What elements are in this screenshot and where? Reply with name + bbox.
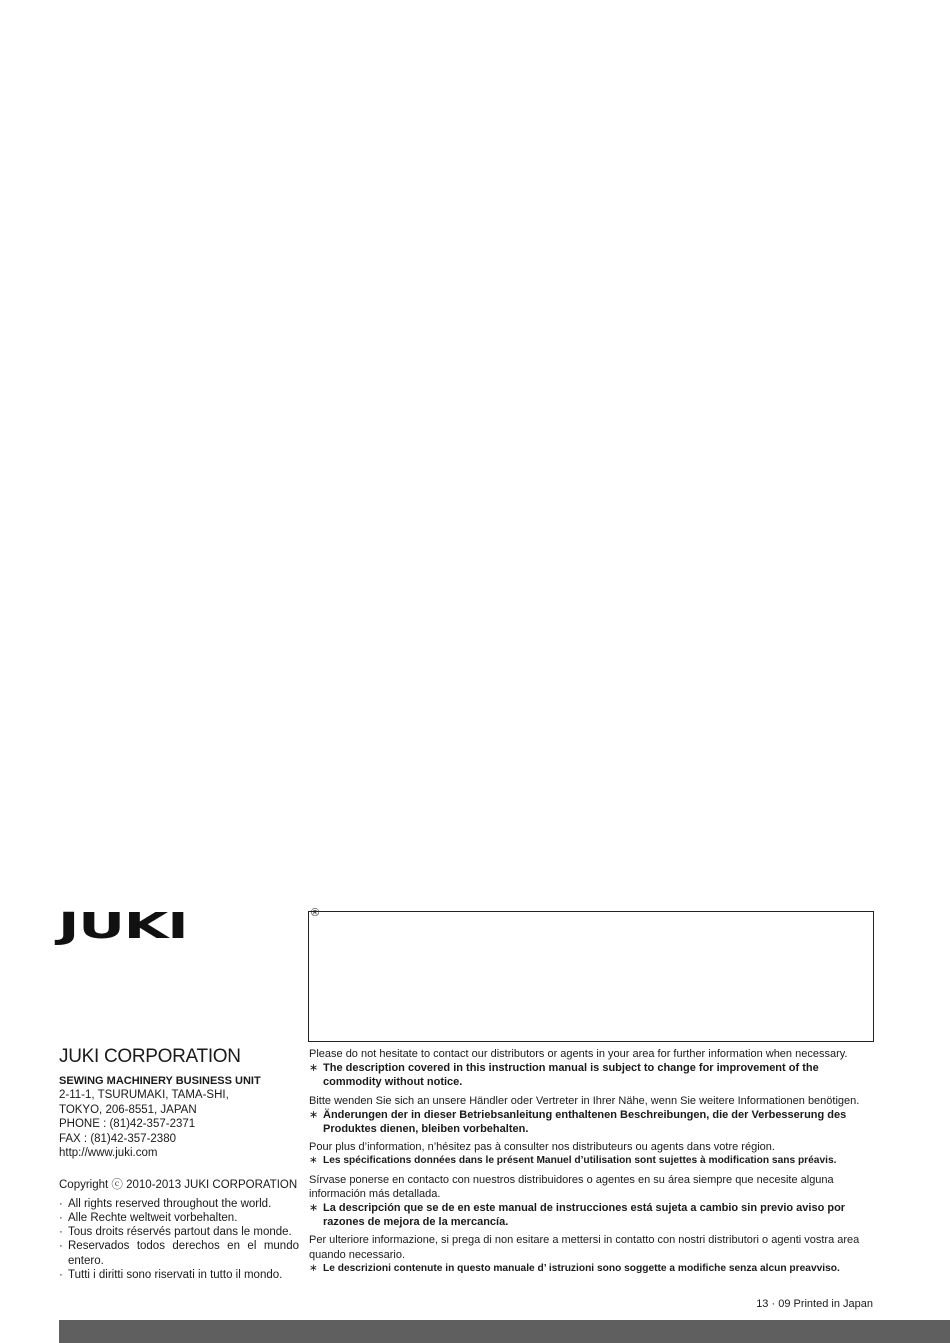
phone: PHONE : (81)42-357-2371	[59, 1118, 196, 1131]
rights-item-en: · All rights reserved throughout the world.	[59, 1197, 299, 1211]
print-info: 13 · 09 Printed in Japan	[756, 1298, 873, 1310]
logo-wordmark: JUKI	[58, 905, 188, 947]
address-line-2: TOKYO, 206-8551, JAPAN	[59, 1103, 197, 1116]
rights-item-it: · Tutti i diritti sono riservati in tutto il mondo.	[59, 1268, 299, 1282]
notice-en-note: ∗ The description covered in this instruction manual is subject to change for improvement of the commodity without notice.	[309, 1062, 819, 1089]
notice-de-contact: Bitte wenden Sie sich an unsere Händler oder Vertreter in Ihrer Nähe, wenn Sie weitere Informationen benötigen.	[309, 1094, 860, 1107]
notice-es-note: ∗ La descripción que se de en este manual de instrucciones está sujeta a cambio sin previo aviso por razones de mejora de la mercancía.	[309, 1202, 846, 1229]
notice-it-contact: Per ulteriore informazione, si prega di non esitare a mettersi in contatto con nostri distributori o agenti vostra area quando necessario.	[309, 1234, 860, 1261]
notice-de-note: ∗ Änderungen der in dieser Betriebsanleitung enthaltenen Beschreibungen, die der Verbesserung des Produktes dienen, bleiben vorbehalten.	[309, 1108, 847, 1136]
business-unit: SEWING MACHINERY BUSINESS UNIT	[59, 1075, 261, 1087]
notice-es-contact: Sírvase ponerse en contacto con nuestros distribuidores o agentes en su área siempre que necesite alguna información más detallada.	[309, 1173, 834, 1200]
notice-fr-note: ∗ Les spécifications données dans le présent Manuel d’utilisation sont sujettes à modification sans préavis.	[309, 1155, 837, 1167]
dealer-stamp-box	[308, 911, 874, 1042]
corporation-info	[59, 1046, 299, 1282]
rights-list	[59, 1197, 299, 1282]
address-line-1: 2-11-1, TSURUMAKI, TAMA-SHI,	[59, 1089, 229, 1102]
notice-en-contact: Please do not hesitate to contact our distributors or agents in your area for further information when necessary.	[309, 1048, 848, 1060]
rights-item-es: · Reservados todos derechos en el mundo entero.	[59, 1239, 299, 1267]
notice-it-note: ∗ Le descrizioni contenute in questo manuale d’ istruzioni sono soggette a modifiche senza alcun preavviso.	[309, 1262, 840, 1274]
juki-logo	[58, 905, 320, 947]
fax: FAX : (81)42-357-2380	[59, 1132, 176, 1145]
notice-fr-contact: Pour plus d’information, n’hésitez pas à consulter nos distributeurs ou agents dans votre région.	[309, 1141, 775, 1154]
corporation-name: JUKI CORPORATION	[59, 1046, 241, 1067]
registered-mark: ®	[311, 907, 320, 919]
notices	[309, 1047, 873, 1276]
rights-item-de: · Alle Rechte weltweit vorbehalten.	[59, 1211, 299, 1225]
footer-bar	[59, 1320, 950, 1343]
rights-item-fr: · Tous droits réservés partout dans le monde.	[59, 1225, 299, 1239]
website-link[interactable]: http://www.juki.com	[59, 1147, 158, 1160]
copyright: Copyright ⓒ 2010-2013 JUKI CORPORATION	[59, 1179, 298, 1192]
